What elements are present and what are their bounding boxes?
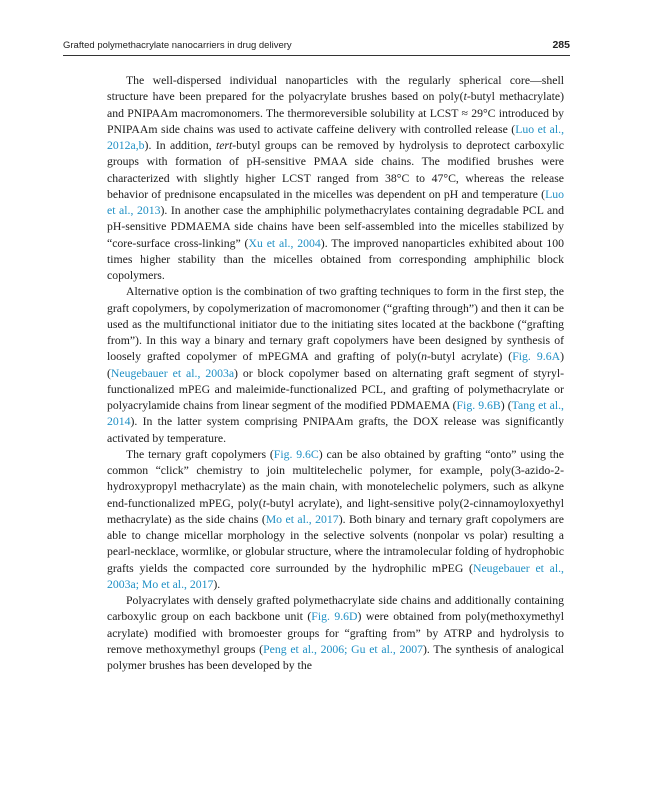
- text-run: -butyl acrylate), and light-sensitive poly(2-cinnamoyloxyethyl methacrylate) as the side chains (: [107, 496, 564, 526]
- text-run: ). In the latter system comprising PNIPAAm grafts, the DOX release was significantly activated by temperature.: [107, 415, 564, 445]
- text-run: ). Both binary and ternary graft copolymers are able to change micellar morphology in the selective solvents (nonpolar vs polar) resulting a pearl-necklace, wormlike, or globular structure, where the intramolecular folding of hydrophobic grafts yields the compacted core surrounded by the hydrophilic mPEG (: [107, 512, 564, 575]
- italic-text: tert: [215, 139, 233, 152]
- citation-link[interactable]: Xu et al., 2004: [248, 236, 321, 250]
- citation-link[interactable]: Fig. 9.6C: [273, 447, 319, 461]
- page-number: 285: [552, 39, 570, 51]
- text-run: ) or block copolymer based on alternating graft segment of styryl-functionalized mPEG and maleimide-functionalized PCL, and grafting of polymethacrylate or polyacrylamide chains from linear segment of the modified PDMAEMA (: [107, 366, 564, 412]
- citation-link[interactable]: Fig. 9.6D: [311, 610, 358, 624]
- citation-link[interactable]: Neugebauer et al., 2003a: [110, 366, 235, 380]
- paragraph-2: [107, 284, 564, 447]
- text-run: Polyacrylates with densely grafted polymethacrylate side chains and additionally containing carboxylic group on each backbone unit (: [107, 594, 564, 624]
- italic-text: t: [463, 90, 467, 104]
- citation-link[interactable]: Luo et al., 2013: [107, 187, 564, 217]
- text-run: ).: [213, 577, 221, 591]
- citation-link[interactable]: Tang et al., 2014: [107, 399, 564, 429]
- text-run: ) (: [107, 350, 564, 380]
- citation-link[interactable]: Mo et al., 2017: [265, 512, 339, 526]
- running-title: Grafted polymethacrylate nanocarriers in drug delivery: [63, 40, 292, 51]
- body-text: [107, 73, 564, 674]
- text-run: ) were obtained from poly(methoxymethyl acrylate) modified with bromoester groups for “grafting from” by ATRP and hydrolysis to remove methoxymethyl groups (: [107, 610, 564, 656]
- text-run: ). The improved nanoparticles exhibited about 100 times higher stability than the micelles obtained from corresponding amphiphilic block copolymers.: [107, 236, 564, 282]
- citation-link[interactable]: Neugebauer et al., 2003a; Mo et al., 2017: [107, 561, 564, 591]
- text-run: -butyl methacrylate) and PNIPAAm macromonomers. The thermoreversible solubility at LCST ≈ 29°C introduced by PNIPAAm side chains was used to activate caffeine delivery with controlled release (: [107, 90, 564, 136]
- header-rule: [63, 55, 570, 56]
- citation-link[interactable]: Peng et al., 2006; Gu et al., 2007: [263, 642, 424, 656]
- citation-link[interactable]: Fig. 9.6B: [456, 399, 501, 412]
- text-run: -butyl groups can be removed by hydrolysis to deprotect carboxylic groups with formation of pH-sensitive PMAA side chains. The modified brushes were characterized with slightly higher LCST ranged from 38°C to 47°C, whereas the release behavior of prednisone encapsulated in the micelles was dependent on pH and temperature (: [107, 139, 564, 201]
- citation-link[interactable]: Luo et al., 2012a,b: [107, 122, 565, 152]
- text-run: ). In another case the amphiphilic polymethacrylates containing degradable PCL and pH-sensitive PDMAEMA side chains have been self-assembled into the micelles stabilized by “core-surface cross-linking” (: [107, 204, 565, 250]
- text-run: Alternative option is the combination of two grafting techniques to form in the first step, the graft copolymers, by copolymerization of macromonomer (“grafting through”) and then it can be used as the multifunctional initiator due to the initiating sites located at the backbone (“grafting from”). In this way a binary and ternary graft copolymers have been designed by synthesis of loosely grafted copolymer of mPEGMA and grafting of poly(: [107, 285, 564, 364]
- running-header: [63, 38, 570, 54]
- paragraph-3: [107, 447, 564, 593]
- italic-text: n: [421, 350, 428, 364]
- italic-text: t: [262, 496, 266, 510]
- text-run: ) (: [500, 399, 512, 412]
- text-run: -butyl acrylate) (: [427, 350, 513, 364]
- paragraph-1: [107, 73, 564, 284]
- text-run: The ternary graft copolymers (: [126, 447, 274, 461]
- paragraph-4: [107, 593, 564, 674]
- text-run: The well-dispersed individual nanoparticles with the regularly spherical core—shell structure have been prepared for the polyacrylate brushes based on poly(: [107, 74, 564, 104]
- citation-link[interactable]: Fig. 9.6A: [512, 350, 561, 364]
- text-run: ). The synthesis of analogical polymer brushes has been developed by the: [107, 642, 565, 672]
- text-run: ). In addition,: [144, 139, 216, 152]
- text-run: ) can be also obtained by grafting “onto” using the common “click” chemistry to join multitelechelic polymer, for example, poly(3-azido-2-hydroxypropyl methacrylate) as the main chain, with monotelechelic polymers, such as alkyne end-functionalized mPEG, poly(: [107, 447, 565, 510]
